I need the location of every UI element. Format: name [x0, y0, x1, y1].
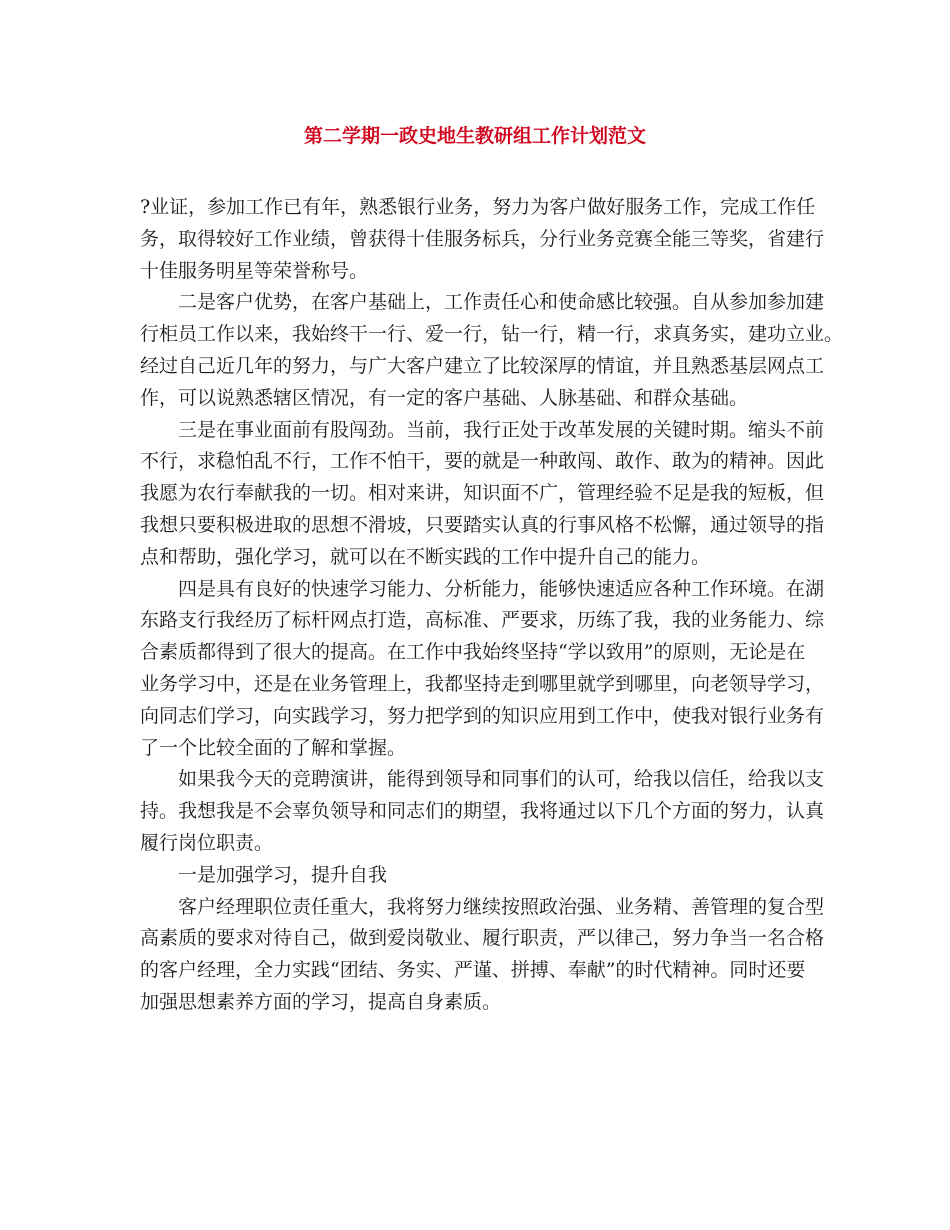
paragraph-line: 如果我今天的竞聘演讲，能得到领导和同事们的认可，给我以信任，给我以支	[178, 768, 825, 791]
paragraph-line: 业务学习中，还是在业务管理上，我都坚持走到哪里就学到哪里，向老领导学习，	[140, 672, 825, 695]
paragraph	[140, 192, 825, 287]
paragraph	[140, 574, 825, 765]
paragraph-line: 我愿为农行奉献我的一切。相对来讲，知识面不广，管理经验不足是我的短板，但	[140, 482, 825, 505]
paragraph	[140, 860, 820, 892]
paragraph-line: 不行，求稳怕乱不行，工作不怕干，要的就是一种敢闯、敢作、敢为的精神。因此	[140, 450, 825, 473]
paragraph-line: 合素质都得到了很大的提高。在工作中我始终坚持“学以致用”的原则，无论是在	[140, 641, 806, 664]
paragraph-line: 十佳服务明星等荣誉称号。	[140, 259, 369, 282]
paragraph-line: 务，取得较好工作业绩，曾获得十佳服务标兵，分行业务竞赛全能三等奖，省建行	[140, 227, 825, 250]
paragraph-line: 二是客户优势，在客户基础上，工作责任心和使命感比较强。自从参加参加建	[178, 291, 825, 314]
document-body	[140, 192, 844, 1019]
paragraph-line: 一是加强学习，提升自我	[178, 863, 388, 886]
paragraph-line: 履行岗位职责。	[140, 831, 274, 854]
paragraph-line: 点和帮助，强化学习，就可以在不断实践的工作中提升自己的能力。	[140, 545, 711, 568]
document-title: 第二学期一政史地生教研组工作计划范文	[303, 125, 646, 147]
paragraph-line: 向同志们学习，向实践学习，努力把学到的知识应用到工作中，使我对银行业务有	[140, 704, 825, 727]
paragraph-line: 高素质的要求对待自己，做到爱岗敬业、履行职责，严以律己，努力争当一名合格	[140, 927, 825, 950]
paragraph-line: 东路支行我经历了标杆网点打造，高标准、严要求，历练了我，我的业务能力、综	[140, 609, 825, 632]
paragraph-line: ?业证，参加工作已有年，熟悉银行业务，努力为客户做好服务工作，完成工作任	[140, 196, 816, 218]
paragraph-line: 了一个比较全面的了解和掌握。	[140, 736, 407, 759]
paragraph	[140, 892, 825, 1019]
paragraph	[140, 415, 825, 574]
paragraph-line: 客户经理职位责任重大，我将努力继续按照政治强、业务精、善管理的复合型	[178, 895, 825, 918]
paragraph-line: 加强思想素养方面的学习，提高自身素质。	[140, 990, 502, 1013]
paragraph	[140, 764, 825, 859]
paragraph-line: 经过自己近几年的努力，与广大客户建立了比较深厚的情谊，并且熟悉基层网点工	[140, 354, 825, 377]
paragraph	[140, 287, 844, 414]
paragraph-line: 四是具有良好的快速学习能力、分析能力，能够快速适应各种工作环境。在湖	[178, 577, 825, 600]
paragraph-line: 行柜员工作以来，我始终干一行、爱一行，钻一行，精一行，求真务实，建功立业。	[140, 323, 844, 346]
paragraph-line: 我想只要积极进取的思想不滑坡，只要踏实认真的行事风格不松懈，通过领导的指	[140, 513, 825, 536]
paragraph-line: 持。我想我是不会辜负领导和同志们的期望，我将通过以下几个方面的努力，认真	[140, 800, 825, 823]
paragraph-line: 的客户经理，全力实践“团结、务实、严谨、拼搏、奉献”的时代精神。同时还要	[140, 959, 806, 982]
paragraph-line: 三是在事业面前有股闯劲。当前，我行正处于改革发展的关键时期。缩头不前	[178, 418, 825, 441]
paragraph-line: 作，可以说熟悉辖区情况，有一定的客户基础、人脉基础、和群众基础。	[140, 386, 749, 409]
